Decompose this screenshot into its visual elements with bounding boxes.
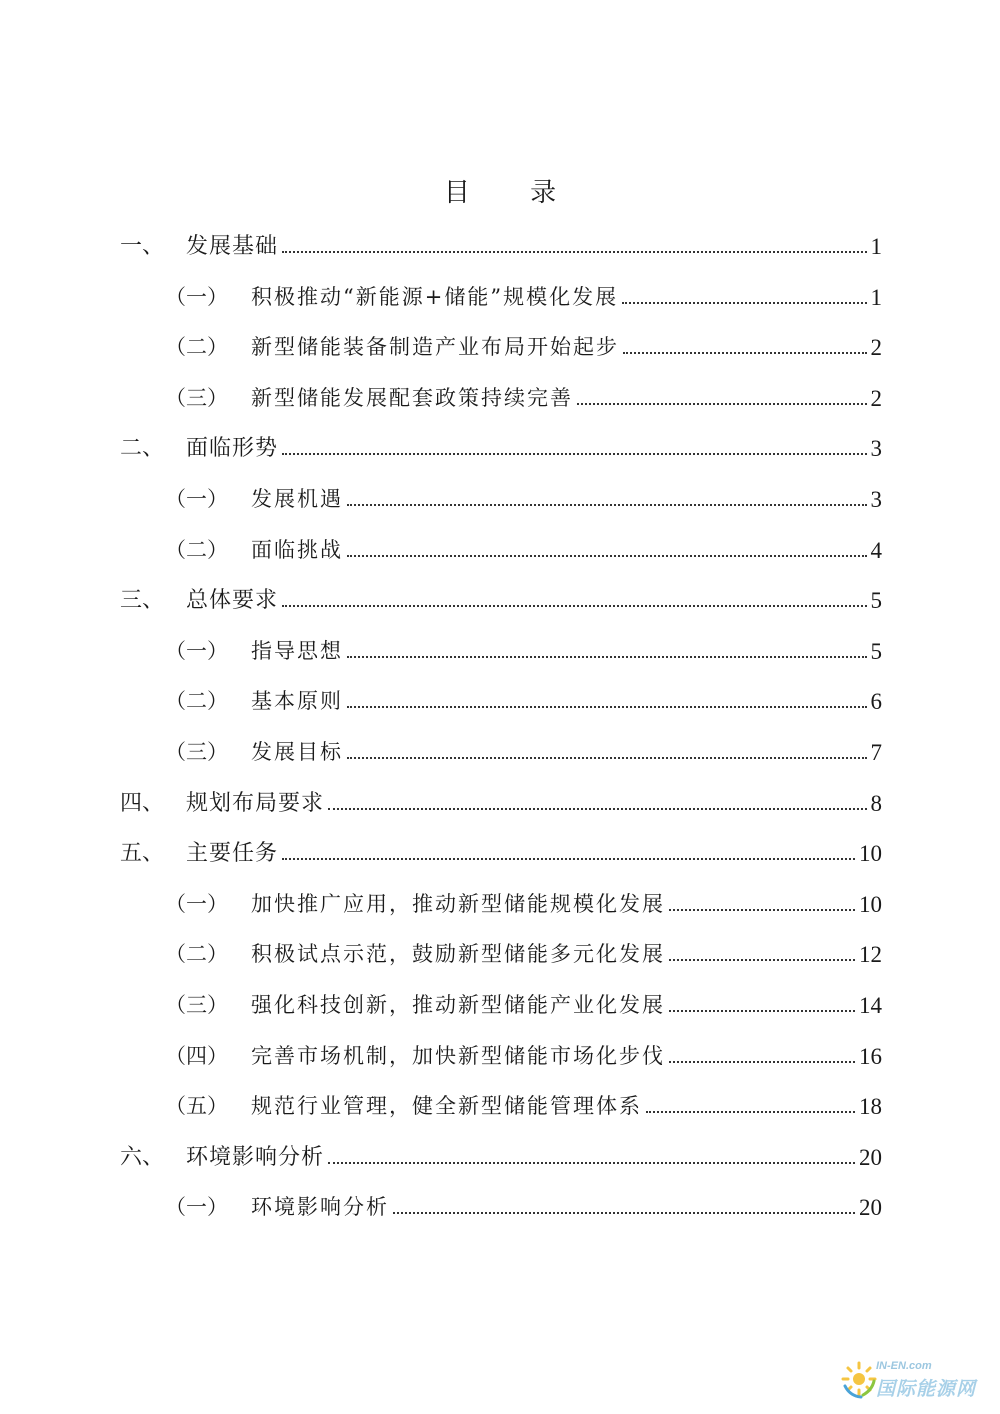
toc-dot-leader — [669, 908, 855, 911]
toc-dot-leader — [347, 756, 867, 759]
watermark — [836, 1352, 986, 1406]
toc-page-number: 5 — [870, 638, 882, 664]
toc-section-row — [120, 422, 882, 462]
toc-subsection-row — [165, 928, 882, 968]
toc-subsection-row — [165, 1030, 882, 1070]
toc-item-number: 二、 — [120, 436, 165, 462]
toc-item-label: 积极试点示范，鼓励新型储能多元化发展 — [251, 942, 665, 967]
toc-item-number: 五、 — [120, 841, 165, 867]
toc-item-label: 总体要求 — [186, 588, 279, 614]
toc-item-number: （一） — [165, 891, 228, 916]
toc-item-label: 面临形势 — [186, 436, 279, 462]
toc-item-label: 发展基础 — [186, 234, 279, 259]
toc-section-row — [120, 220, 882, 260]
toc-item-number: （一） — [165, 487, 228, 511]
toc-item-label: 基本原则 — [251, 689, 343, 714]
toc-page-number: 1 — [870, 234, 882, 259]
watermark-domain: IN-EN.com — [876, 1360, 932, 1372]
toc-item-number: （四） — [165, 1043, 228, 1068]
toc-item-label: 加快推广应用，推动新型储能规模化发展 — [251, 891, 665, 916]
toc-item-label: 强化科技创新，推动新型储能产业化发展 — [251, 993, 665, 1017]
toc-item-label: 规范行业管理，健全新型储能管理体系 — [251, 1094, 642, 1119]
toc-page-number: 12 — [859, 942, 882, 968]
toc-dot-leader — [347, 655, 867, 658]
toc-subsection-row — [165, 524, 882, 564]
toc-page-number: 7 — [870, 740, 882, 765]
toc-item-label: 发展目标 — [251, 740, 343, 764]
toc-item-label: 新型储能装备制造产业布局开始起步 — [251, 335, 619, 360]
toc-item-number: （二） — [165, 537, 228, 562]
toc-page-number: 8 — [870, 790, 882, 816]
toc-page-number: 5 — [870, 588, 882, 614]
toc-item-label: 新型储能发展配套政策持续完善 — [251, 385, 573, 410]
toc-subsection-row — [165, 726, 882, 766]
page-title: 目 录 — [443, 178, 583, 208]
toc-item-label: 环境影响分析 — [186, 1144, 325, 1170]
toc-item-number: （一） — [165, 638, 228, 663]
toc-page-number: 4 — [870, 537, 882, 563]
toc-item-number: 四、 — [120, 790, 165, 816]
toc-item-number: （二） — [165, 689, 228, 714]
toc-subsection-row — [165, 625, 882, 665]
toc-page-number: 2 — [870, 385, 882, 411]
toc-page-number: 3 — [870, 436, 882, 462]
watermark-name: 国际能源网 — [876, 1378, 977, 1400]
toc-subsection-row — [165, 372, 882, 412]
toc-dot-leader — [328, 1161, 855, 1164]
toc-item-number: （三） — [165, 993, 228, 1017]
toc-page-number: 10 — [859, 841, 882, 867]
toc-item-number: 六、 — [120, 1144, 165, 1170]
toc-section-row — [120, 574, 882, 614]
toc-page-number: 2 — [870, 335, 882, 361]
toc-item-number: （一） — [165, 1195, 228, 1220]
toc-page-number: 3 — [870, 487, 882, 512]
toc-dot-leader — [282, 857, 855, 860]
toc-dot-leader — [347, 705, 867, 708]
toc-page-number: 20 — [859, 1195, 882, 1221]
toc-item-number: 一、 — [120, 234, 165, 259]
toc-subsection-row — [165, 321, 882, 361]
toc-dot-leader — [669, 1060, 855, 1063]
toc-dot-leader — [669, 958, 855, 961]
toc-dot-leader — [347, 554, 867, 557]
toc-section-row — [120, 777, 882, 817]
toc-item-number: （一） — [165, 284, 228, 309]
toc-item-label: 指导思想 — [251, 638, 343, 663]
toc-subsection-row — [165, 1080, 882, 1120]
toc-dot-leader — [669, 1009, 855, 1012]
toc-dot-leader — [282, 452, 866, 455]
toc-item-label: 主要任务 — [186, 841, 279, 867]
toc-item-number: （五） — [165, 1094, 228, 1119]
toc-item-label: 规划布局要求 — [186, 790, 325, 816]
toc-page-number: 16 — [859, 1043, 882, 1069]
toc-item-number: （二） — [165, 335, 228, 360]
toc-page-number: 20 — [859, 1144, 882, 1170]
toc-section-row — [120, 1131, 882, 1171]
toc-item-label: 环境影响分析 — [251, 1195, 389, 1220]
toc-item-number: 三、 — [120, 588, 165, 614]
toc-dot-leader — [646, 1110, 855, 1113]
toc-dot-leader — [577, 402, 867, 405]
toc-page-number: 14 — [859, 993, 882, 1018]
toc-item-label: 面临挑战 — [251, 537, 343, 562]
toc-item-number: （三） — [165, 385, 228, 410]
toc-subsection-row — [165, 675, 882, 715]
toc-page-number: 18 — [859, 1094, 882, 1120]
toc-subsection-row — [165, 878, 882, 918]
toc-dot-leader — [328, 807, 866, 810]
toc-dot-leader — [393, 1211, 855, 1214]
toc-section-row — [120, 827, 882, 867]
toc-page-number: 1 — [870, 284, 882, 310]
toc-page-number: 6 — [870, 689, 882, 715]
toc-subsection-row — [165, 1181, 882, 1221]
toc-item-label: 完善市场机制，加快新型储能市场化步伐 — [251, 1043, 665, 1068]
toc-item-number: （三） — [165, 740, 228, 764]
toc-dot-leader — [282, 604, 866, 607]
toc-subsection-row — [165, 473, 882, 513]
toc-dot-leader — [282, 250, 866, 253]
toc-item-number: （二） — [165, 942, 228, 967]
toc-dot-leader — [623, 351, 867, 354]
toc-subsection-row — [165, 271, 882, 311]
toc-dot-leader — [622, 301, 866, 304]
toc-page-number: 10 — [859, 891, 882, 917]
toc-dot-leader — [347, 503, 867, 506]
toc-item-label: 发展机遇 — [251, 487, 343, 511]
toc-subsection-row — [165, 979, 882, 1019]
toc-item-label: 积极推动“新能源+储能”规模化发展 — [251, 284, 619, 309]
